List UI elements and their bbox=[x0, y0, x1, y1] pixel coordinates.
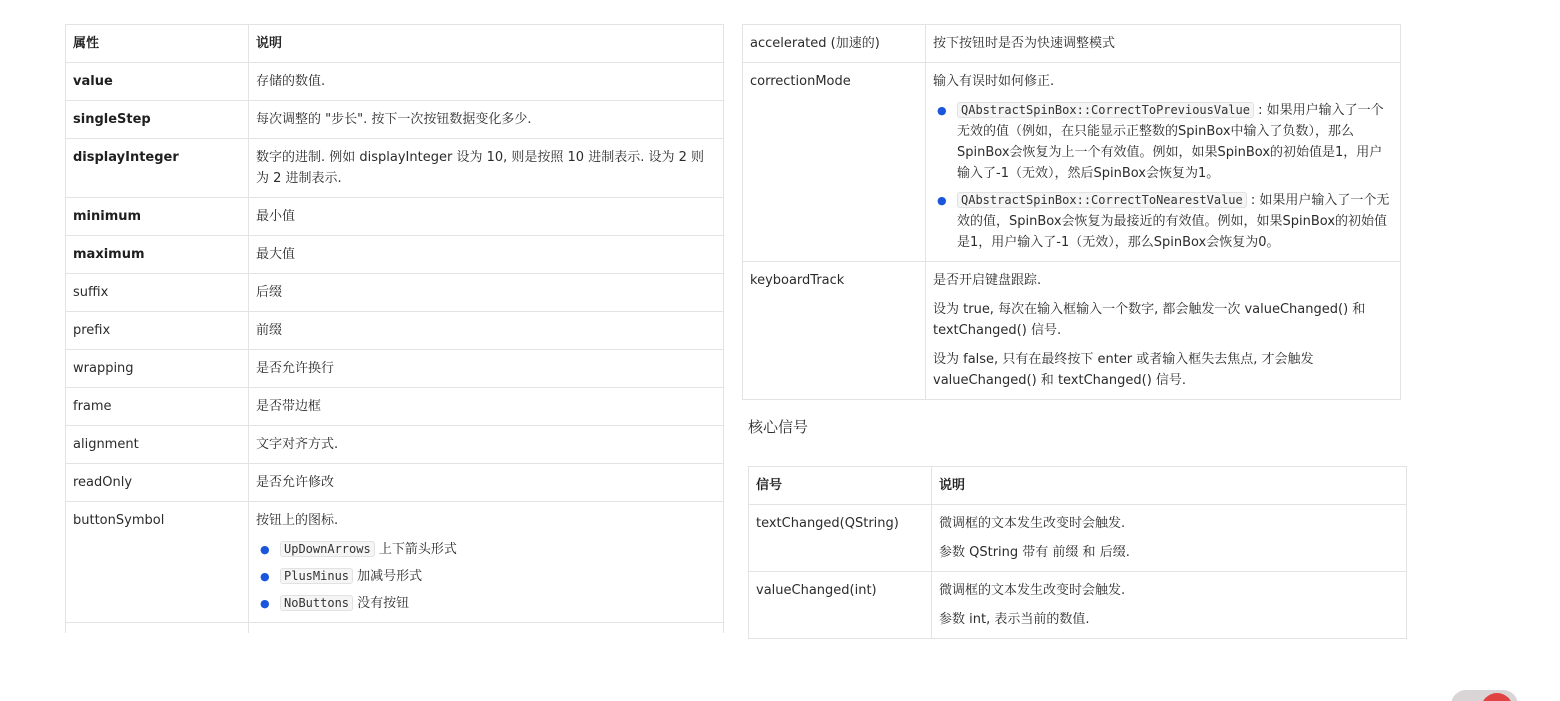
property-name: minimum bbox=[66, 198, 249, 236]
column-header-property: 属性 bbox=[66, 25, 249, 63]
property-name: wrapping bbox=[66, 350, 249, 388]
code-literal: UpDownArrows bbox=[280, 541, 375, 557]
description-text: 设为 true, 每次在输入框输入一个数字, 都会触发一次 valueChanged() 和 textChanged() 信号. bbox=[933, 302, 1366, 338]
property-description: 按下按钮时是否为快速调整模式 bbox=[926, 25, 1401, 63]
floating-action-icon bbox=[1481, 693, 1513, 701]
property-description: 是否带边框 bbox=[249, 388, 724, 426]
property-name: singleStep bbox=[66, 101, 249, 139]
property-name: maximum bbox=[66, 236, 249, 274]
table-row bbox=[66, 502, 724, 623]
property-description bbox=[926, 63, 1401, 262]
properties-table-viewport bbox=[0, 0, 740, 633]
description-text: 按钮上的图标. bbox=[256, 513, 339, 528]
property-description: 数字的进制. 例如 displayInteger 设为 10, 则是按照 10 进制表示. 设为 2 则为 2 进制表示. bbox=[249, 139, 724, 198]
code-literal: NoButtons bbox=[280, 595, 353, 611]
table-row bbox=[66, 236, 724, 274]
properties-table-continued bbox=[742, 24, 1401, 400]
property-name bbox=[66, 623, 249, 634]
property-name: value bbox=[66, 63, 249, 101]
list-item bbox=[937, 100, 1393, 184]
list-item bbox=[260, 566, 716, 587]
table-row bbox=[749, 505, 1407, 572]
property-name: prefix bbox=[66, 312, 249, 350]
description-text: 输入有误时如何修正. bbox=[933, 74, 1055, 89]
property-description: 是否允许修改 bbox=[249, 464, 724, 502]
list-item bbox=[937, 190, 1393, 253]
property-description: 每次调整的 "步长". 按下一次按钮数据变化多少. bbox=[249, 101, 724, 139]
property-name: correctionMode bbox=[743, 63, 926, 262]
table-row bbox=[743, 63, 1401, 262]
property-name: buttonSymbol bbox=[66, 502, 249, 623]
property-name: alignment bbox=[66, 426, 249, 464]
signal-name: valueChanged(int) bbox=[749, 572, 932, 639]
property-description: 文字对齐方式. bbox=[249, 426, 724, 464]
table-row bbox=[66, 350, 724, 388]
property-description: 最大值 bbox=[249, 236, 724, 274]
bullet-dot-icon: ● bbox=[260, 570, 270, 583]
description-text: 参数 QString 带有 前缀 和 后缀. bbox=[939, 545, 1130, 560]
bullet-dot-icon: ● bbox=[260, 543, 270, 556]
table-row bbox=[66, 388, 724, 426]
table-header-row bbox=[749, 467, 1407, 505]
description-text: 参数 int, 表示当前的数值. bbox=[939, 612, 1090, 627]
signal-name: textChanged(QString) bbox=[749, 505, 932, 572]
list-item-text: 没有按钮 bbox=[357, 596, 410, 611]
table-row bbox=[66, 274, 724, 312]
bullet-dot-icon: ● bbox=[937, 194, 947, 207]
table-row bbox=[66, 139, 724, 198]
signals-table bbox=[748, 466, 1407, 639]
property-name: frame bbox=[66, 388, 249, 426]
signal-description bbox=[932, 505, 1407, 572]
table-row bbox=[66, 198, 724, 236]
table-row bbox=[749, 572, 1407, 639]
list-item-text: : 如果用户输入了一个无效的值（例如，在只能显示正整数的SpinBox中输入了负数），那么SpinBox会恢复为上一个有效值。例如，如果SpinBox的初始值是1，用户输入了-1（无效），然后SpinBox会恢复为1。 bbox=[957, 103, 1384, 181]
property-description: 最小值 bbox=[249, 198, 724, 236]
description-text: 设为 false, 只有在最终按下 enter 或者输入框失去焦点, 才会触发 valueChanged() 和 textChanged() 信号. bbox=[933, 352, 1314, 388]
list-item bbox=[260, 539, 716, 560]
option-list bbox=[933, 100, 1393, 253]
table-row bbox=[66, 101, 724, 139]
property-description: 是否允许换行 bbox=[249, 350, 724, 388]
column-header-description: 说明 bbox=[932, 467, 1407, 505]
code-literal: QAbstractSpinBox::CorrectToNearestValue bbox=[957, 192, 1247, 208]
description-text: 微调框的文本发生改变时会触发. bbox=[939, 583, 1126, 598]
table-row bbox=[66, 426, 724, 464]
property-name: readOnly bbox=[66, 464, 249, 502]
list-item-text: 上下箭头形式 bbox=[378, 542, 457, 557]
table-row bbox=[66, 464, 724, 502]
table-row bbox=[66, 63, 724, 101]
property-name: keyboardTrack bbox=[743, 262, 926, 400]
signal-description bbox=[932, 572, 1407, 639]
section-heading-core-signals: 核心信号 bbox=[748, 418, 809, 436]
description-text: 是否开启键盘跟踪. bbox=[933, 273, 1042, 288]
property-description bbox=[249, 623, 724, 634]
bullet-dot-icon: ● bbox=[260, 597, 270, 610]
property-description: 存储的数值. bbox=[249, 63, 724, 101]
column-header-signal: 信号 bbox=[749, 467, 932, 505]
properties-table bbox=[65, 24, 724, 633]
table-header-row bbox=[66, 25, 724, 63]
table-row bbox=[66, 623, 724, 634]
property-description: 后缀 bbox=[249, 274, 724, 312]
list-item-text: 加减号形式 bbox=[357, 569, 423, 584]
list-item-text: : 如果用户输入了一个无效的值，SpinBox会恢复为最接近的有效值。例如，如果SpinBox的初始值是1，用户输入了-1（无效），那么SpinBox会恢复为0。 bbox=[957, 193, 1390, 250]
code-literal: PlusMinus bbox=[280, 568, 353, 584]
option-list bbox=[256, 539, 716, 614]
property-name: accelerated (加速的) bbox=[743, 25, 926, 63]
property-name: suffix bbox=[66, 274, 249, 312]
list-item bbox=[260, 593, 716, 614]
table-row bbox=[743, 25, 1401, 63]
description-text: 微调框的文本发生改变时会触发. bbox=[939, 516, 1126, 531]
table-row bbox=[66, 312, 724, 350]
table-row bbox=[743, 262, 1401, 400]
column-header-description: 说明 bbox=[249, 25, 724, 63]
floating-action-button[interactable] bbox=[1451, 690, 1518, 701]
property-name: displayInteger bbox=[66, 139, 249, 198]
property-description bbox=[249, 502, 724, 623]
bullet-dot-icon: ● bbox=[937, 104, 947, 117]
property-description bbox=[926, 262, 1401, 400]
code-literal: QAbstractSpinBox::CorrectToPreviousValue bbox=[957, 102, 1254, 118]
property-description: 前缀 bbox=[249, 312, 724, 350]
